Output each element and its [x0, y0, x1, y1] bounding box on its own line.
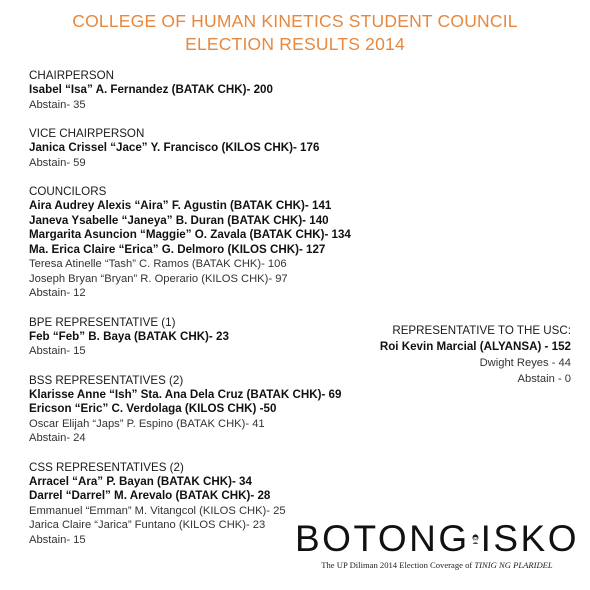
winning-candidate: Aira Audrey Alexis “Aira” F. Agustin (BATAK CHK)- 141	[29, 199, 332, 212]
other-result: Jarica Claire “Jarica” Funtano (KILOS CHK)- 23	[29, 519, 266, 531]
other-result: Abstain- 59	[29, 156, 86, 169]
usc-representative-block	[380, 323, 571, 387]
winning-candidate: Janica Crissel “Jace” Y. Francisco (KILOS CHK)- 176	[29, 141, 320, 154]
winning-candidate: Feb “Feb” B. Baya (BATAK CHK)- 23	[29, 329, 229, 343]
position-section	[29, 127, 429, 170]
position-section	[29, 374, 429, 446]
position-title: CSS REPRESENTATIVES (2)	[29, 460, 184, 474]
position-title: VICE CHAIRPERSON	[29, 127, 145, 140]
winning-candidate: Ma. Erica Claire “Erica” G. Delmoro (KILOS CHK)- 127	[29, 242, 326, 256]
position-title: COUNCILORS	[29, 185, 107, 198]
logo-subtitle-prefix: The UP Diliman 2014 Election Coverage of	[321, 560, 475, 570]
header-subtitle: ELECTION RESULTS 2014	[185, 34, 405, 54]
position-section	[29, 69, 429, 112]
usc-winner: Roi Kevin Marcial (ALYANSA) - 152	[379, 340, 571, 353]
other-result: Abstain- 35	[29, 98, 86, 111]
winning-candidate: Arracel “Ara” P. Bayan (BATAK CHK)- 34	[29, 474, 252, 488]
logo-subtitle	[295, 560, 579, 570]
usc-other-result: Abstain - 0	[517, 373, 571, 385]
portrait-icon	[472, 521, 479, 557]
other-result: Abstain- 24	[29, 432, 86, 444]
other-result: Oscar Elijah “Japs” P. Espino (BATAK CHK)- 41	[29, 417, 265, 430]
winning-candidate: Janeva Ysabelle “Janeya” B. Duran (BATAK CHK)- 140	[29, 213, 329, 227]
winning-candidate: Darrel “Darrel” M. Arevalo (BATAK CHK)- 28	[29, 489, 271, 502]
usc-title: REPRESENTATIVE TO THE USC:	[392, 324, 571, 337]
header-title: COLLEGE OF HUMAN KINETICS STUDENT COUNCIL	[72, 11, 518, 31]
other-result: Abstain- 15	[29, 345, 86, 357]
botong-isko-logo	[295, 519, 579, 570]
winning-candidate: Ericson “Eric” C. Verdolaga (KILOS CHK) -50	[29, 402, 277, 415]
logo-subtitle-emphasis: TINIG NG PLARIDEL	[474, 560, 553, 570]
logo-right-text: ISKO	[480, 518, 579, 559]
other-result: Emmanuel “Emman” M. Vitangcol (KILOS CHK)- 25	[29, 504, 286, 517]
winning-candidate: Klarisse Anne “Ish” Sta. Ana Dela Cruz (BATAK CHK)- 69	[29, 387, 342, 401]
winning-candidate: Isabel “Isa” A. Fernandez (BATAK CHK)- 200	[29, 83, 273, 96]
other-result: Teresa Atinelle “Tash” C. Ramos (BATAK CHK)- 106	[29, 258, 287, 270]
results-list	[29, 69, 429, 562]
position-title: BPE REPRESENTATIVE (1)	[29, 315, 176, 329]
winning-candidate: Margarita Asuncion “Maggie” O. Zavala (BATAK CHK)- 134	[29, 228, 351, 241]
other-result: Abstain- 12	[29, 287, 86, 299]
logo-left-text: BOTONG	[295, 518, 470, 559]
position-title: BSS REPRESENTATIVES (2)	[29, 373, 184, 387]
other-result: Abstain- 15	[29, 533, 86, 546]
position-section	[29, 185, 429, 301]
results-header	[0, 10, 590, 56]
other-result: Joseph Bryan “Bryan” R. Operario (KILOS CHK)- 97	[29, 272, 288, 285]
position-title: CHAIRPERSON	[29, 69, 115, 82]
usc-other-result: Dwight Reyes - 44	[479, 357, 571, 369]
position-section	[29, 316, 429, 359]
